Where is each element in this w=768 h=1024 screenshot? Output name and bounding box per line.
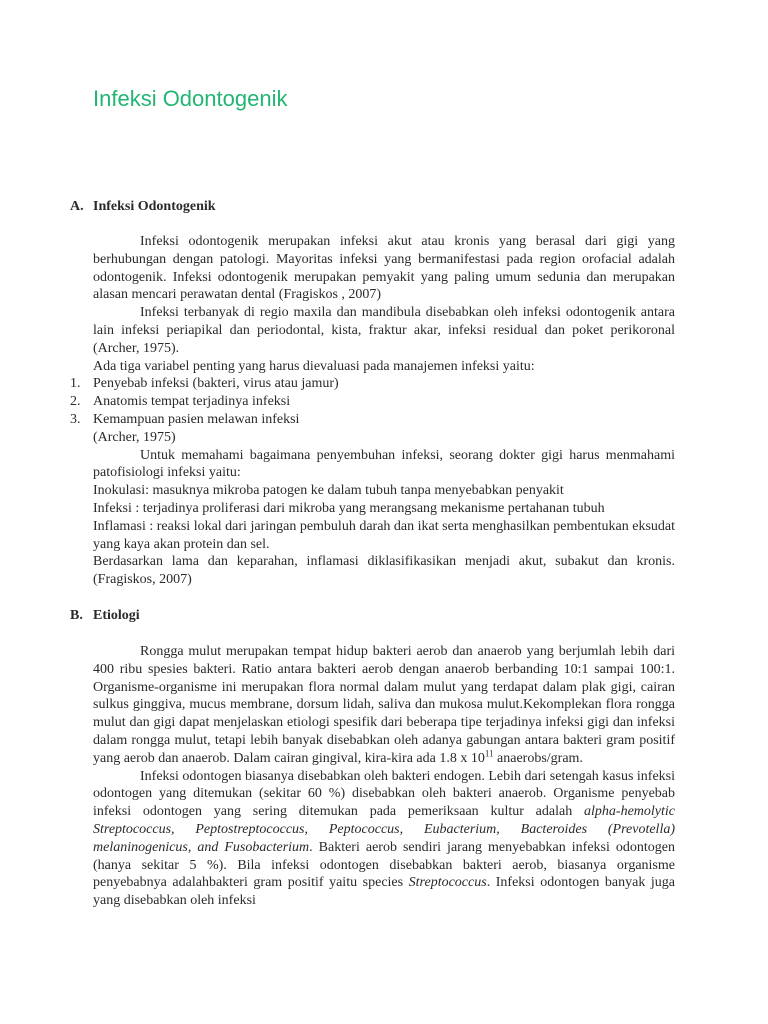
paragraph-text: anaerobs/gram.: [493, 750, 583, 766]
section-a-title: Infeksi Odontogenik: [93, 199, 216, 214]
numbered-list: [70, 375, 675, 428]
section-b: [0, 607, 675, 910]
paragraph: Berdasarkan lama dan keparahan, inflamasi diklasifikasikan menjadi akut, subakut dan kronis. (Fragiskos, 2007): [93, 554, 675, 588]
paragraph: Infeksi odontogenik merupakan infeksi akut atau kronis yang berasal dari gigi yang berhubungan dengan patologi. Mayoritas infeksi yang bermanifestasi pada region orofacial adalah odontogenik. Infeksi odontogenik merupakan pemyakit yang paling umum sedunia dan merupakan alasan mencari perawatan dental (Fragiskos , 2007): [93, 234, 675, 303]
list-text: Kemampuan pasien melawan infeksi: [93, 411, 300, 427]
document-title: Infeksi Odontogenik: [93, 86, 288, 111]
citation: (Archer, 1975): [93, 429, 176, 445]
list-number: 3.: [70, 411, 81, 427]
paragraph-text: Rongga mulut merupakan tempat hidup bakteri aerob dan anaerob yang berjumlah lebih dari 400 ribu spesies bakteri. Ratio antara bakteri aerob dengan anaerob berbanding 10:1 sampai 100:1. Organisme-organisme ini merupakan flora normal dalam mulut yang terdapat dalam plak gigi, cairan sulkus ginggiva, mucus membrane, dorsum lidah, saliva dan mukosa mulut.Kekomplekan flora rongga mulut dan gigi dapat menjelaskan etiologi spesifik dari beberapa tipe terjadinya infeksi gigi dan infeksi dalam rongga mulut, tetapi lebih banyak disebabkan oleh adanya gabungan antara bakteri gram positif yang aerob dan anaerob. Dalam cairan gingival, kira-kira ada 1.8 x 10: [93, 644, 675, 766]
list-text: Penyebab infeksi (bakteri, virus atau jamur): [93, 376, 339, 392]
superscript: 11: [484, 748, 494, 759]
list-text: Anatomis tempat terjadinya infeksi: [93, 394, 291, 410]
list-number: 2.: [70, 394, 81, 410]
list-item: [70, 411, 675, 429]
paragraph: Inflamasi : reaksi lokal dari jaringan pembuluh darah dan ikat serta menghasilkan pembentukan eksudat yang kaya akan protein dan sel.: [93, 518, 675, 552]
paragraph: Infeksi terbanyak di regio maxila dan mandibula disebabkan oleh infeksi odontogenik antara lain infeksi periapikal dan periodontal, kista, fraktur akar, infeksi residual dan poket perikoronal (Archer, 1975).: [93, 305, 675, 356]
list-item: [70, 375, 675, 393]
section-b-heading: [0, 607, 675, 625]
italic-text: Streptococcus: [408, 875, 487, 891]
section-a-heading: [0, 198, 675, 216]
paragraph-text: . Infeksi odontogen banyak juga yang disebabkan oleh infeksi: [93, 875, 675, 909]
paragraph-text: Infeksi odontogen biasanya disebabkan oleh bakteri endogen. Lebih dari setengah kasus infeksi odontogen yang ditemukan (sekitar 60 %) disebabkan oleh bakteri anaerob. Organisme penyebab infeksi odontogen yang sering ditemukan pada pemeriksaan kultur adalah: [93, 768, 675, 820]
paragraph: Ada tiga variabel penting yang harus dievaluasi pada manajemen infeksi yaitu:: [93, 358, 535, 374]
section-a: [0, 198, 675, 589]
section-b-letter: B.: [70, 608, 83, 623]
section-b-body: [0, 643, 675, 910]
paragraph: Inokulasi: masuknya mikroba patogen ke dalam tubuh tanpa menyebabkan penyakit: [93, 483, 564, 499]
paragraph-text: . Bakteri aerob sendiri jarang menyebabkan infeksi odontogen (hanya sekitar 5 %). Bila infeksi odontogen disebabkan bakteri aerob, biasanya organisme penyebabnya adalahbakteri gram positif yaitu species: [93, 839, 675, 891]
section-a-body: [0, 233, 675, 589]
list-item: [70, 393, 675, 411]
paragraph: Untuk memahami bagaimana penyembuhan infeksi, seorang dokter gigi harus menmahami patofisiologi infeksi yaitu:: [93, 447, 675, 481]
paragraph: [93, 768, 675, 910]
paragraph: Infeksi : terjadinya proliferasi dari mikroba yang merangsang mekanisme pertahanan tubuh: [93, 500, 605, 516]
list-number: 1.: [70, 376, 81, 392]
italic-text: alpha-hemolytic Streptococcus, Peptostreptococcus, Peptococcus, Eubacterium, Bacteroides (Prevotella) melaninogenicus, and Fusobacterium: [93, 804, 675, 855]
section-a-letter: A.: [70, 199, 84, 214]
section-b-title: Etiologi: [93, 608, 140, 623]
paragraph: [93, 643, 675, 768]
